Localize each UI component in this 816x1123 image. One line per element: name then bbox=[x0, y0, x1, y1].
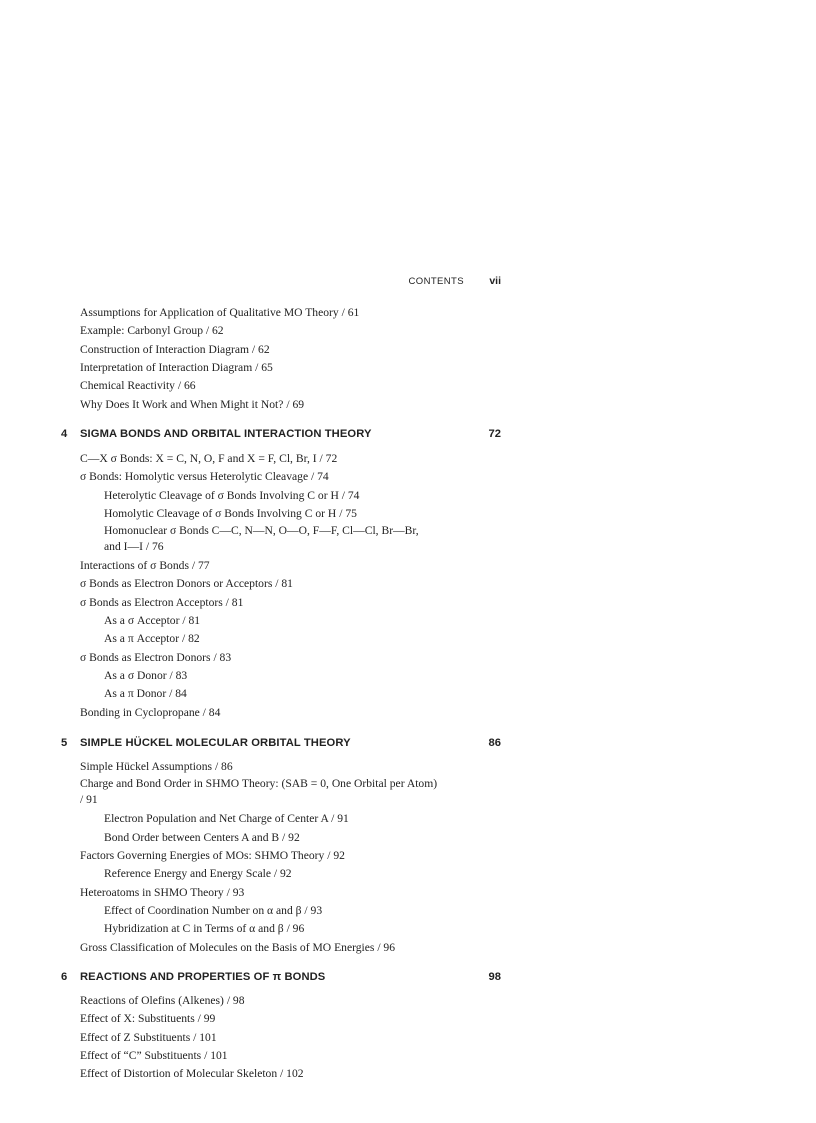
toc-entry: Why Does It Work and When Might it Not? / 69 bbox=[80, 398, 305, 411]
chapter-title: REACTIONS AND PROPERTIES OF π BONDS bbox=[80, 971, 326, 983]
toc-subentry: Reference Energy and Energy Scale / 92 bbox=[104, 867, 292, 880]
toc-entry: σ Bonds as Electron Donors or Acceptors / 81 bbox=[80, 577, 293, 590]
toc-entry: Effect of Z Substituents / 101 bbox=[80, 1031, 217, 1044]
toc-entry: Chemical Reactivity / 66 bbox=[80, 379, 196, 392]
toc-subentry: Homonuclear σ Bonds C—C, N—N, O—O, F—F, Cl—Cl, Br—Br, and I—I / 76 bbox=[104, 524, 419, 553]
chapter-number: 6 bbox=[61, 971, 68, 983]
toc-entry: Interactions of σ Bonds / 77 bbox=[80, 559, 210, 572]
chapter-number: 4 bbox=[61, 428, 68, 440]
toc-entry: Effect of Distortion of Molecular Skeleton / 102 bbox=[80, 1067, 304, 1080]
page-number: vii bbox=[489, 275, 501, 287]
toc-entry: Gross Classification of Molecules on the Basis of MO Energies / 96 bbox=[80, 941, 396, 954]
toc-entry: Effect of “C” Substituents / 101 bbox=[80, 1049, 228, 1062]
toc-entry: Reactions of Olefins (Alkenes) / 98 bbox=[80, 994, 245, 1007]
running-header bbox=[80, 275, 501, 289]
toc-subentry: As a π Acceptor / 82 bbox=[104, 632, 200, 645]
toc-subentry: Bond Order between Centers A and B / 92 bbox=[104, 831, 300, 844]
chapter-title: SIMPLE HÜCKEL MOLECULAR ORBITAL THEORY bbox=[80, 737, 351, 749]
toc-entry: Heteroatoms in SHMO Theory / 93 bbox=[80, 886, 245, 899]
running-header-label: CONTENTS bbox=[408, 276, 464, 287]
chapter-heading-5 bbox=[61, 737, 501, 751]
toc-entry: Simple Hückel Assumptions / 86 bbox=[80, 760, 233, 773]
toc-entry: σ Bonds as Electron Donors / 83 bbox=[80, 651, 232, 664]
toc-entry: Construction of Interaction Diagram / 62 bbox=[80, 343, 270, 356]
toc-subentry: As a σ Acceptor / 81 bbox=[104, 614, 201, 627]
chapter-number: 5 bbox=[61, 737, 68, 749]
chapter-page: 98 bbox=[488, 971, 501, 983]
toc-subentry: Electron Population and Net Charge of Center A / 91 bbox=[104, 812, 349, 825]
chapter-page: 86 bbox=[488, 737, 501, 749]
toc-subentry: Heterolytic Cleavage of σ Bonds Involving C or H / 74 bbox=[104, 489, 360, 502]
toc-entry: σ Bonds as Electron Acceptors / 81 bbox=[80, 596, 244, 609]
toc-entry: Charge and Bond Order in SHMO Theory: (SAB = 0, One Orbital per Atom) / 91 bbox=[80, 777, 438, 806]
toc-entry: σ Bonds: Homolytic versus Heterolytic Cleavage / 74 bbox=[80, 470, 329, 483]
toc-entry: Example: Carbonyl Group / 62 bbox=[80, 324, 224, 337]
chapter-title: SIGMA BONDS AND ORBITAL INTERACTION THEORY bbox=[80, 428, 372, 440]
toc-subentry: As a σ Donor / 83 bbox=[104, 669, 188, 682]
chapter-heading-6 bbox=[61, 971, 501, 985]
toc-subentry: As a π Donor / 84 bbox=[104, 687, 187, 700]
toc-subentry: Homolytic Cleavage of σ Bonds Involving C or H / 75 bbox=[104, 507, 357, 520]
chapter-page: 72 bbox=[488, 428, 501, 440]
toc-subentry: Hybridization at C in Terms of α and β / 96 bbox=[104, 922, 305, 935]
toc-entry: Assumptions for Application of Qualitative MO Theory / 61 bbox=[80, 306, 360, 319]
toc-entry: Effect of X: Substituents / 99 bbox=[80, 1012, 216, 1025]
chapter-heading-4 bbox=[61, 428, 501, 442]
toc-entry: Bonding in Cyclopropane / 84 bbox=[80, 706, 221, 719]
toc-entry: Factors Governing Energies of MOs: SHMO Theory / 92 bbox=[80, 849, 345, 862]
toc-entry: C—X σ Bonds: X = C, N, O, F and X = F, Cl, Br, I / 72 bbox=[80, 452, 338, 465]
toc-subentry: Effect of Coordination Number on α and β / 93 bbox=[104, 904, 323, 917]
toc-entry: Interpretation of Interaction Diagram / 65 bbox=[80, 361, 273, 374]
